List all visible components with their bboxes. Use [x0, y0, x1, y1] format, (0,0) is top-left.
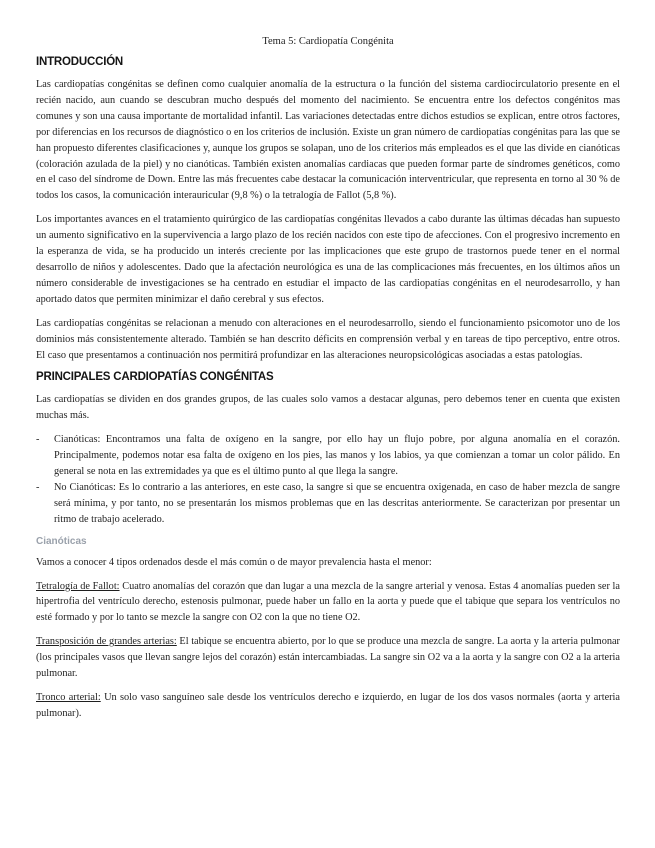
principales-heading: PRINCIPALES CARDIOPATÍAS CONGÉNITAS	[36, 371, 274, 384]
document-page	[36, 36, 620, 730]
item-transposicion-grandes-arterias	[36, 634, 620, 682]
bullet-text-no-cianoticas: No Cianóticas: Es lo contrario a las anteriores, en este caso, la sangre si que se encuentra oxigenada, en caso de haber mezcla de sangre será mínima, y por tanto, no se presentarán los mismos problemas que en las descritas anteriormente. Se caracterizan por presentar un ritmo de trabajo acelerado.	[54, 481, 620, 525]
cianoticas-intro: Vamos a conocer 4 tipos ordenados desde el más común o de mayor prevalencia hasta el menor:	[36, 556, 432, 568]
principales-intro: Las cardiopatías se dividen en dos grandes grupos, de las cuales solo vamos a destacar algunas, pero debemos tener en cuenta que existen muchas más.	[36, 394, 620, 422]
cianoticas-subheading: Cianóticas	[36, 535, 87, 547]
item-tetralogia-fallot	[36, 579, 620, 627]
document-title: Tema 5: Cardiopatía Congénita	[262, 36, 394, 47]
term-label: Tronco arterial:	[36, 692, 101, 703]
item-tronco-arterial	[36, 690, 620, 722]
intro-heading: INTRODUCCIÓN	[36, 56, 124, 68]
intro-paragraph-1: Las cardiopatías congénitas se definen como cualquier anomalía de la estructura o la función del sistema cardiocirculatorio presente en el recién nacido, aun cuando se descubran mucho después del momento del nacimiento. Se encuentra entre los defectos congénitos mas comunes y son una causa importante de mortalidad infantil. Las variaciones detectadas entre dichos estudios se explican, entre otros factores, por diferencias en los recursos de diagnóstico o en los criterios de inclusión. Existe un gran número de cardiopatías congénitas para las que se han propuesto diferentes clasificaciones y, aunque los grupos se solapan, uno de los criterios más empleados es el que las divide en cianóticas (coloración azulada de la piel) y no cianóticas. También existen anomalías cardiacas que pueden formar parte de síndromes genéticos, como en el caso del síndrome de Down. Entre las más frecuentes cabe destacar la comunicación interventricular, que representa en torno al 30 % de todos los casos, la comunicación interauricular (9,8 %) o la tetralogía de Fallot (5,8 %).	[36, 79, 620, 202]
term-description: Cuatro anomalías del corazón que dan lugar a una mezcla de la sangre arterial y venosa. Estas 4 anomalías pueden ser la hipertrofia del ventrículo derecho, estenosis pulmonar, puede haber un fallo en la aorta y puede que el tabique que separa los ventrículos no esté formado y por lo tanto se mezcle la sangre con O2 con la que no tiene O2.	[36, 580, 620, 624]
term-label: Transposición de grandes arterias:	[36, 636, 177, 648]
intro-paragraph-3: Las cardiopatías congénitas se relacionan a menudo con alteraciones en el neurodesarrollo, siendo el funcionamiento psicomotor uno de los dominios más consistentemente alterado. También se han descrito déficits en comprensión verbal y en tareas de tipo perceptivo, entre otros. El caso que presentamos a continuación nos permitirá profundizar en las alteraciones neuropsicológicas asociadas a estas patologías.	[36, 317, 620, 361]
cardiopathy-groups-list	[36, 432, 620, 527]
list-item	[36, 480, 620, 528]
term-description: El tabique se encuentra abierto, por lo que se produce una mezcla de sangre. La aorta y la arteria pulmonar (los principales vasos que llevan sangre lejos del corazón) están intercambiadas. La sangre sin O2 va a la aorta y la sangre con O2 a la arteria pulmonar.	[36, 636, 620, 680]
list-item	[36, 432, 620, 480]
term-description: Un solo vaso sanguíneo sale desde los ventrículos derecho e izquierdo, en lugar de los dos vasos normales (aorta y arteria pulmonar).	[36, 692, 620, 719]
bullet-marker: -	[36, 481, 40, 493]
bullet-text-cianoticas: Cianóticas: Encontramos una falta de oxígeno en la sangre, por ello hay un flujo pobre, por alguna anomalía en el corazón. Principalmente, podemos notar esa falta de oxígeno en los pies, las manos y los labios, ya que comienzan a tomar un color pálido. En general se nota en las extremidades ya que es el último punto al que llega la sangre.	[54, 434, 620, 478]
bullet-marker: -	[36, 434, 40, 446]
term-label: Tetralogía de Fallot:	[36, 580, 120, 592]
intro-paragraph-2: Los importantes avances en el tratamiento quirúrgico de las cardiopatías congénitas llevados a cabo durante las últimas décadas han supuesto un aumento significativo en la supervivencia a largo plazo de los recién nacidos con este tipo de afecciones. Con el progresivo incremento en la esperanza de vida, se ha producido un interés creciente por las implicaciones que este grupo de trastornos puede tener en el normal desarrollo de niños y adolescentes. Dado que la afectación neurológica es una de las complicaciones más frecuentes, en los últimos años un número considerable de investigaciones se ha centrado en estudiar el impacto de las cardiopatías congénitas en el neurodesarrollo, y han aportado datos que permiten minimizar el daño cerebral y sus efectos.	[36, 214, 620, 305]
